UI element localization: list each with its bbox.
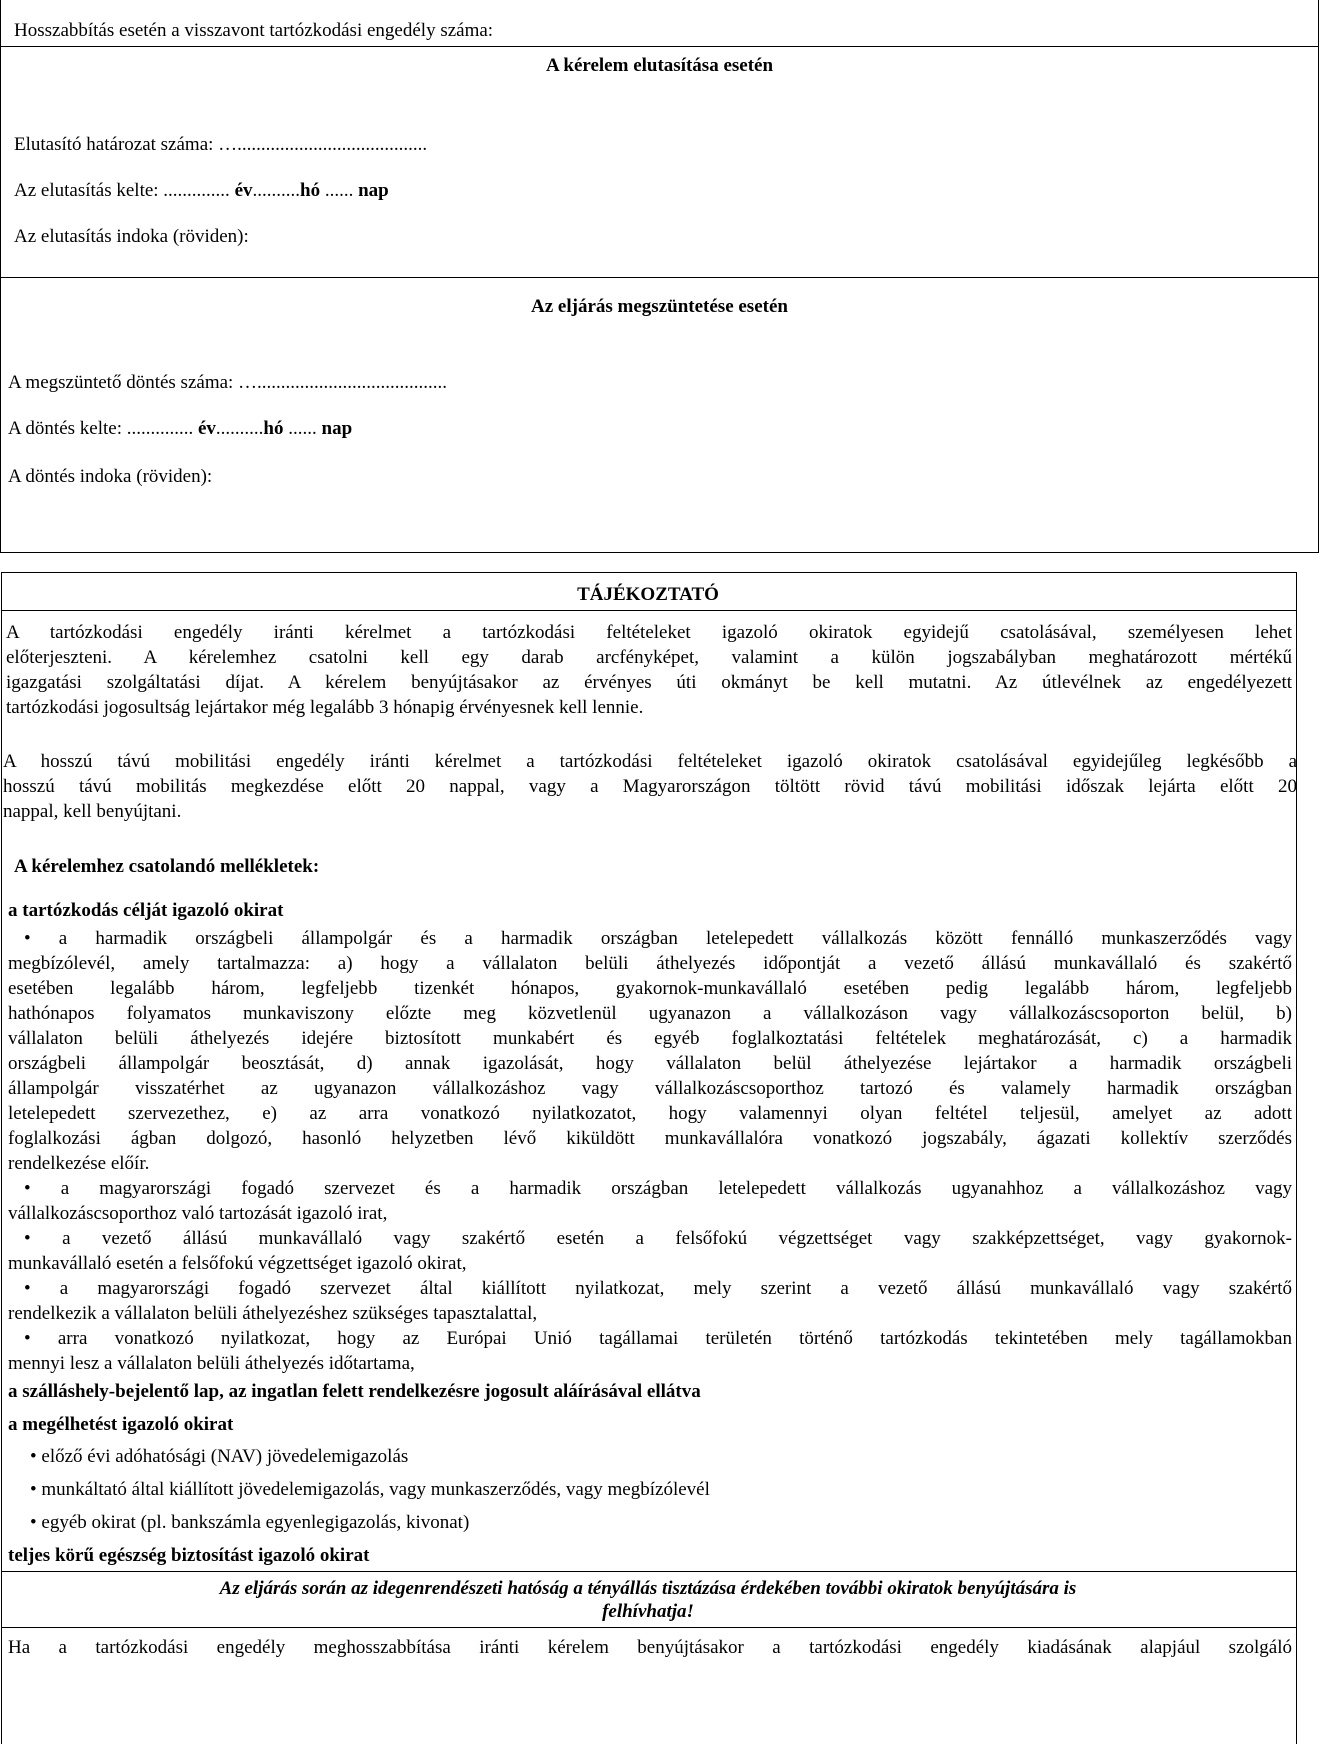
attachments-heading: A kérelemhez csatolandó mellékletek: xyxy=(14,856,320,877)
termination-date-ho: hó xyxy=(263,418,284,439)
insurance-heading: teljes körű egészség biztosítást igazoló okirat xyxy=(8,1545,370,1566)
para2-line: A hosszú távú mobilitási engedély iránti kérelmet a tartózkodási feltételeket igazoló okiratok csatolásával egyidejűleg legkésőbb a xyxy=(3,751,1297,772)
notice-line: Az eljárás során az idegenrendészeti hatóság a tényállás tisztázása érdekében további okiratok benyújtására is xyxy=(219,1578,1077,1599)
info-heading-rule xyxy=(1,610,1297,611)
renewal-line: Hosszabbítás esetén a visszavont tartózkodási engedély száma: xyxy=(14,20,494,41)
termination-date-nap: nap xyxy=(321,418,353,439)
accommodation-heading: a szálláshely-bejelentő lap, az ingatlan felett rendelkezésre jogosult aláírásával ellátva xyxy=(8,1381,701,1402)
termination-date-prefix: A döntés kelte: .............. xyxy=(8,418,194,439)
bullet1-line: letelepedett szervezethez, e) az arra vonatkozó nyilatkozatot, hogy valamennyi olyan feltétel teljesül, amelyet az adott xyxy=(8,1103,1292,1124)
para2-line: nappal, kell benyújtani. xyxy=(3,801,182,822)
bullet3-line: munkavállaló esetén a felsőfokú végzettséget igazoló okirat, xyxy=(8,1253,467,1274)
bullet1-line: • a harmadik országbeli állampolgár és a harmadik országban letelepedett vállalkozás között fennálló munkaszerződés vagy xyxy=(24,928,1292,949)
bullet1-line: hathónapos folyamatos munkaviszony előzte meg közvetlenül ugyanazon a vállalkozáson vagy vállalkozáscsoporton belül, b) xyxy=(8,1003,1292,1024)
rejection-date-dots-ev: .......... xyxy=(252,180,300,201)
bullet1-line: állampolgár visszatérhet az ugyanazon vállalkozáshoz vagy vállalkozáscsoporthoz tartozó és valamely harmadik országban xyxy=(8,1078,1292,1099)
bullet1-line: országbeli állampolgár beosztását, d) annak igazolását, hogy vállalaton belül áthelyezése lejártakor a harmadik országbeli xyxy=(8,1053,1292,1074)
notice-top-rule xyxy=(1,1571,1297,1572)
rejection-date-prefix: Az elutasítás kelte: .............. xyxy=(14,180,230,201)
livelihood-item: • munkáltató által kiállított jövedelemigazolás, vagy munkaszerződés, vagy megbízólevél xyxy=(30,1479,710,1500)
bullet4-line: rendelkezik a vállalaton belüli áthelyezéshez szükséges tapasztalattal, xyxy=(8,1303,538,1324)
bullet5-line: mennyi lesz a vállalaton belüli áthelyezés időtartama, xyxy=(8,1353,415,1374)
notice-line: felhívhatja! xyxy=(602,1601,694,1622)
rejection-date-ev: év xyxy=(234,180,253,201)
info-box xyxy=(1,572,1297,1744)
rejection-date-ho: hó xyxy=(300,180,321,201)
livelihood-heading: a megélhetést igazoló okirat xyxy=(8,1414,234,1435)
rejection-heading: A kérelem elutasítása esetén xyxy=(545,55,774,76)
purpose-heading: a tartózkodás célját igazoló okirat xyxy=(8,900,284,921)
info-heading: TÁJÉKOZTATÓ xyxy=(577,584,719,605)
bullet2-line: • a magyarországi fogadó szervezet és a harmadik országban letelepedett vállalkozás ugyanahhoz a vállalkozáshoz vagy xyxy=(24,1178,1292,1199)
info-top-rule xyxy=(1,552,1297,553)
livelihood-item: • egyéb okirat (pl. bankszámla egyenlegigazolás, kivonat) xyxy=(30,1512,470,1533)
rejection-decision-number: Elutasító határozat száma: …........................................ xyxy=(14,134,428,155)
bullet3-line: • a vezető állású munkavállaló vagy szakértő esetén a felsőfokú végzettséget vagy szakképzettséget, vagy gyakornok- xyxy=(24,1228,1292,1249)
bullet1-line: megbízólevél, amely tartalmazza: a) hogy a vállalaton belüli áthelyezés időpontját a vezető állású munkavállaló és szakértő xyxy=(8,953,1292,974)
bullet1-line: esetében legalább három, legfeljebb tizenkét hónapos, gyakornok-munkavállaló esetében pedig legalább három, legfeljebb xyxy=(8,978,1292,999)
bullet5-line: • arra vonatkozó nyilatkozat, hogy az Európai Unió tagállamai területén történő tartózkodás tekintetében mely tagállamokban xyxy=(24,1328,1292,1349)
bullet2-line: vállalkozáscsoporthoz való tartozását igazoló irat, xyxy=(8,1203,388,1224)
last-line: Ha a tartózkodási engedély meghosszabbítása iránti kérelem benyújtásakor a tartózkodási engedély kiadásának alapjául szolgáló xyxy=(8,1637,1292,1658)
termination-date xyxy=(8,418,352,440)
bullet1-line: rendelkezése előír. xyxy=(8,1153,150,1174)
para1-line: előterjeszteni. A kérelemhez csatolni kell egy darab arcfényképet, valamint a külön jogszabályban meghatározott mértékű xyxy=(6,647,1292,668)
para1-line: tartózkodási jogosultság lejártakor még legalább 3 hónapig érvényesnek kell lennie. xyxy=(6,697,644,718)
termination-box xyxy=(0,277,1319,553)
rejection-reason: Az elutasítás indoka (röviden): xyxy=(14,226,249,247)
bullet1-line: foglalkozási ágban dolgozó, hasonló helyzetben lévő kiküldött munkavállalóra vonatkozó jogszabály, ágazati kollektív szerződés xyxy=(8,1128,1292,1149)
termination-date-dots-ev: .......... xyxy=(215,418,264,439)
livelihood-item: • előző évi adóhatósági (NAV) jövedelemigazolás xyxy=(30,1446,409,1467)
notice-bottom-rule xyxy=(1,1627,1297,1628)
rejection-date xyxy=(14,180,389,202)
para2-line: hosszú távú mobilitás megkezdése előtt 20 nappal, vagy a Magyarországon töltött rövid távú mobilitási időszak lejárta előtt 20 xyxy=(3,776,1297,797)
bullet1-line: vállalaton belüli áthelyezés idejére biztosított munkabért és egyéb foglalkoztatási feltételek meghatározását, c) a harmadik xyxy=(8,1028,1292,1049)
termination-reason: A döntés indoka (röviden): xyxy=(8,466,213,487)
para1-line: igazgatási szolgáltatási díjat. A kérelem benyújtásakor az érvényes úti okmányt be kell mutatni. Az útlevélnek az engedélyezett xyxy=(6,672,1292,693)
termination-date-dots-ho: ...... xyxy=(288,418,317,439)
termination-decision-number: A megszüntető döntés száma: …........................................ xyxy=(8,372,448,393)
rejection-date-dots-ho: ...... xyxy=(324,180,354,201)
rejection-date-nap: nap xyxy=(358,180,389,201)
termination-heading: Az eljárás megszüntetése esetén xyxy=(531,296,788,317)
bullet4-line: • a magyarországi fogadó szervezet által kiállított nyilatkozat, mely szerint a vezető állású munkavállaló vagy szakértő xyxy=(24,1278,1292,1299)
termination-date-ev: év xyxy=(197,418,216,439)
para1-line: A tartózkodási engedély iránti kérelmet a tartózkodási feltételeket igazoló okiratok egyidejű csatolásával, személyesen lehet xyxy=(6,622,1292,643)
